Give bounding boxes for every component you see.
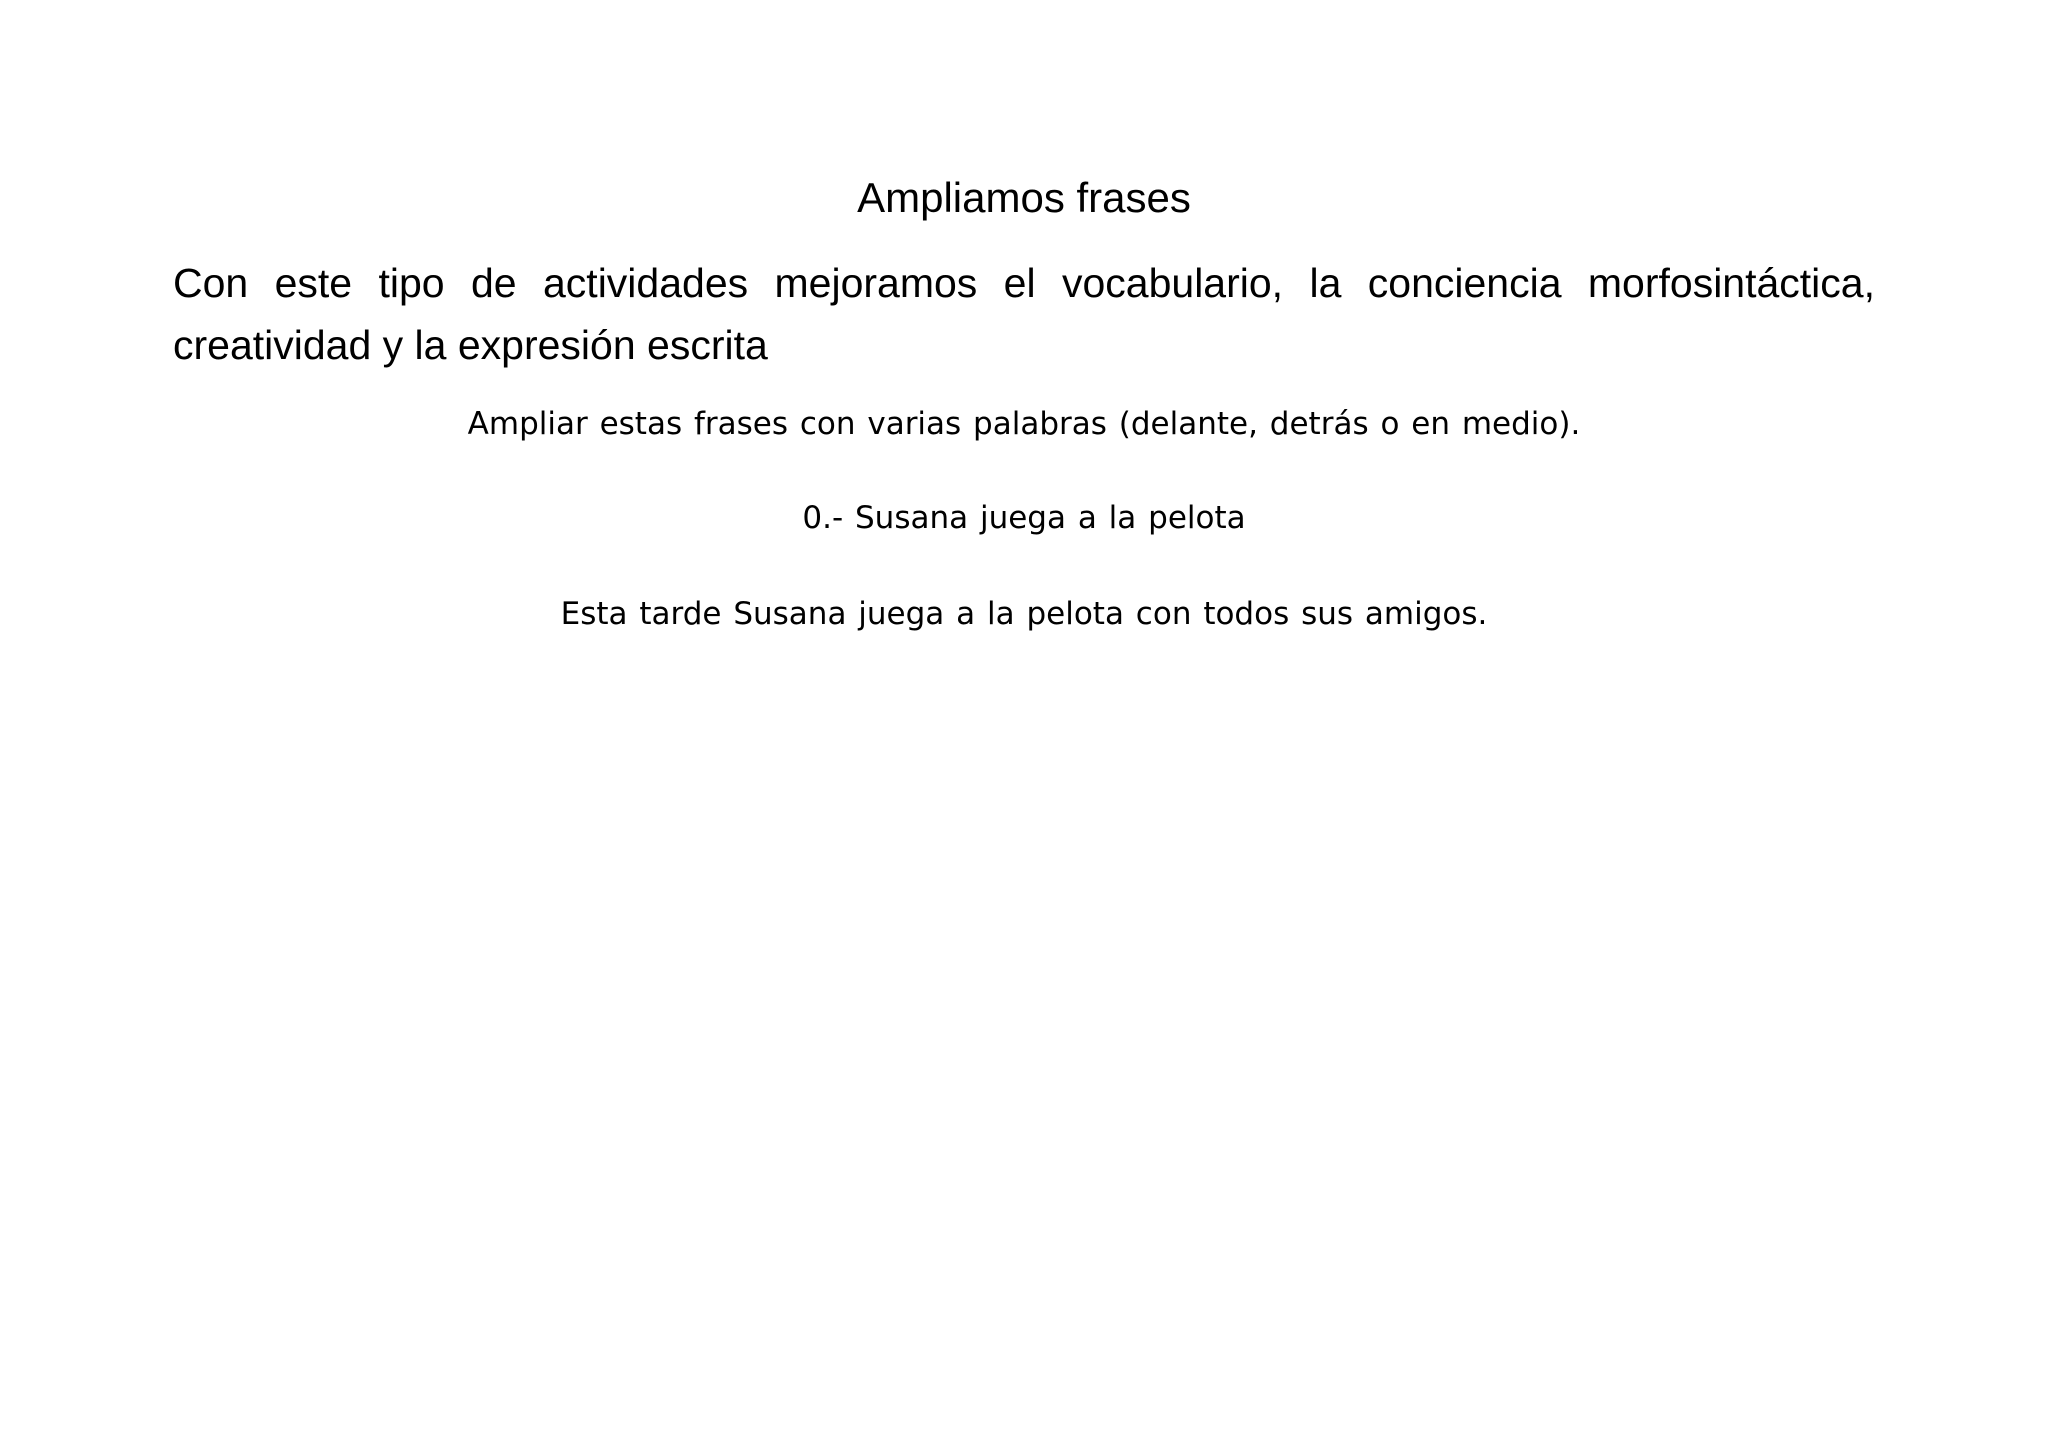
example-answer: Esta tarde Susana juega a la pelota con todos sus amigos. <box>560 596 1488 632</box>
instruction-text: Ampliar estas frases con varias palabras (delante, detrás o en medio). <box>467 406 1581 442</box>
intro-paragraph: Con este tipo de actividades mejoramos el vocabulario, la conciencia morfosintáctica, creatividad y la expresión escrita <box>173 260 1875 368</box>
document-title: Ampliamos frases <box>857 174 1191 221</box>
example-prompt: 0.- Susana juega a la pelota <box>802 500 1246 536</box>
